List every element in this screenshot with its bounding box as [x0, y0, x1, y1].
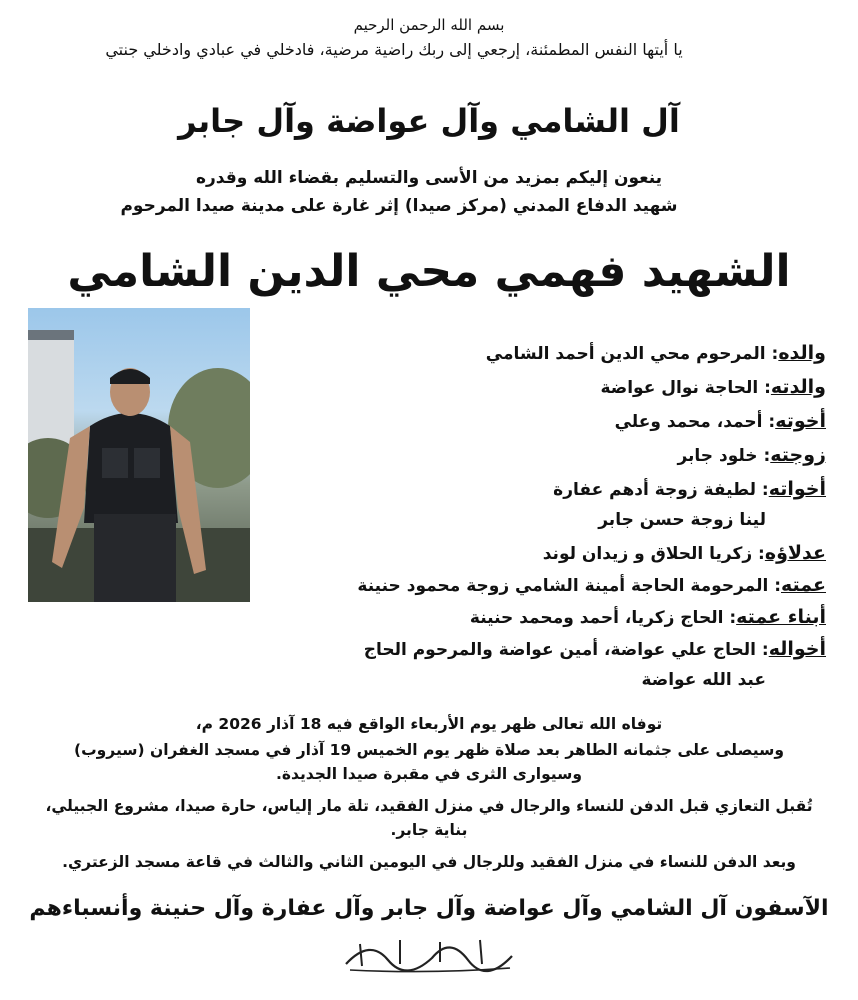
death-notice: توفاه الله تعالى ظهر يوم الأربعاء الواقع فيه 18 آذار 2026 م،: [195, 715, 663, 733]
announcement-line-2: شهيد الدفاع المدني (مركز صيدا) إثر غارة على مدينة صيدا المرحوم: [120, 196, 678, 216]
uncles-label: أخواله: [768, 638, 826, 660]
martyr-name: الشهيد فهمي محي الدين الشامي: [67, 246, 791, 297]
relative-brothers: أخوته: أحمد، محمد وعلي: [614, 410, 826, 432]
announcement-line-1: ينعون إليكم بمزيد من الأسى والتسليم بقضاء الله وقدره: [195, 168, 663, 188]
relative-wife: زوجته: خلود جابر: [677, 444, 826, 466]
burial-notice: وسيوارى الثرى في مقبرة صيدا الجديدة.: [276, 765, 582, 783]
relative-aunt: عمته: المرحومة الحاجة أمينة الشامي زوجة محمود حنينة: [357, 574, 826, 596]
relative-uncles: أخواله: الحاج علي عواضة، أمين عواضة والمرحوم الحاج عبد الله عواضة: [286, 634, 826, 695]
calligraphy-art: [340, 930, 520, 974]
mourners-line: الآسفون آل الشامي وآل عواضة وآل جابر وآل عفارة وآل حنينة وأنسباءهم: [29, 896, 829, 921]
portrait-illustration: [28, 308, 250, 602]
brothers-in-law-value: زكريا الحلاق و زيدان لوند: [542, 544, 753, 564]
relative-cousins: أبناء عمته: الحاج زكريا، أحمد ومحمد حنينة: [469, 606, 826, 628]
prayer-notice: وسيصلى على جثمانه الطاهر بعد صلاة ظهر يوم الخميس 19 آذار في مسجد الغفران (سيروب): [74, 741, 784, 759]
relative-sisters: أخواته: لطيفة زوجة أدهم عفارة لينا زوجة حسن جابر: [286, 474, 826, 535]
condolence-building: بناية جابر.: [390, 821, 468, 839]
wife-label: زوجته: [770, 444, 826, 466]
mother-label: والدته: [770, 376, 826, 398]
martyr-photo: [28, 308, 250, 602]
brothers-in-law-label: عدلاؤه: [764, 542, 826, 564]
sisters-label: أخواته: [768, 478, 826, 500]
families-title: آل الشامي وآل عواضة وآل جابر: [178, 102, 680, 140]
father-value: المرحوم محي الدين أحمد الشامي: [485, 344, 766, 364]
wife-value: خلود جابر: [677, 446, 758, 466]
aunt-label: عمته: [781, 574, 826, 596]
cousins-label: أبناء عمته: [736, 606, 826, 628]
uncles-value: الحاج علي عواضة، أمين عواضة والمرحوم الحاج: [363, 640, 756, 660]
condolence-after: وبعد الدفن للنساء في منزل الفقيد وللرجال في اليومين الثاني والثالث في قاعة مسجد الزعتري.: [62, 853, 796, 871]
brothers-value: أحمد، محمد وعلي: [614, 412, 763, 432]
relative-father: والده: المرحوم محي الدين أحمد الشامي: [485, 342, 826, 364]
basmala: بسم الله الرحمن الرحيم: [353, 16, 505, 34]
cousins-value: الحاج زكريا، أحمد ومحمد حنينة: [469, 608, 724, 628]
uncles-continuation: عبد الله عواضة: [641, 670, 766, 690]
brothers-label: أخوته: [775, 410, 826, 432]
sisters-value: لطيفة زوجة أدهم عفارة: [553, 480, 756, 500]
mother-value: الحاجة نوال عواضة: [600, 378, 759, 398]
quran-verse: يا أيتها النفس المطمئنة، إرجعي إلى ربك راضية مرضية، فادخلي في عبادي وادخلي جنتي: [105, 40, 683, 59]
relative-brothers-in-law: عدلاؤه: زكريا الحلاق و زيدان لوند: [542, 542, 826, 564]
sisters-continuation: لينا زوجة حسن جابر: [598, 510, 766, 530]
father-label: والده: [778, 342, 826, 364]
closing-calligraphy: [340, 930, 520, 974]
aunt-value: المرحومة الحاجة أمينة الشامي زوجة محمود حنينة: [357, 576, 769, 596]
relative-mother: والدته: الحاجة نوال عواضة: [600, 376, 826, 398]
condolence-before: تُقبل التعازي قبل الدفن للنساء والرجال في منزل الفقيد، تلة مار إلياس، حارة صيدا، مشروع الجبيلي،: [45, 797, 813, 815]
